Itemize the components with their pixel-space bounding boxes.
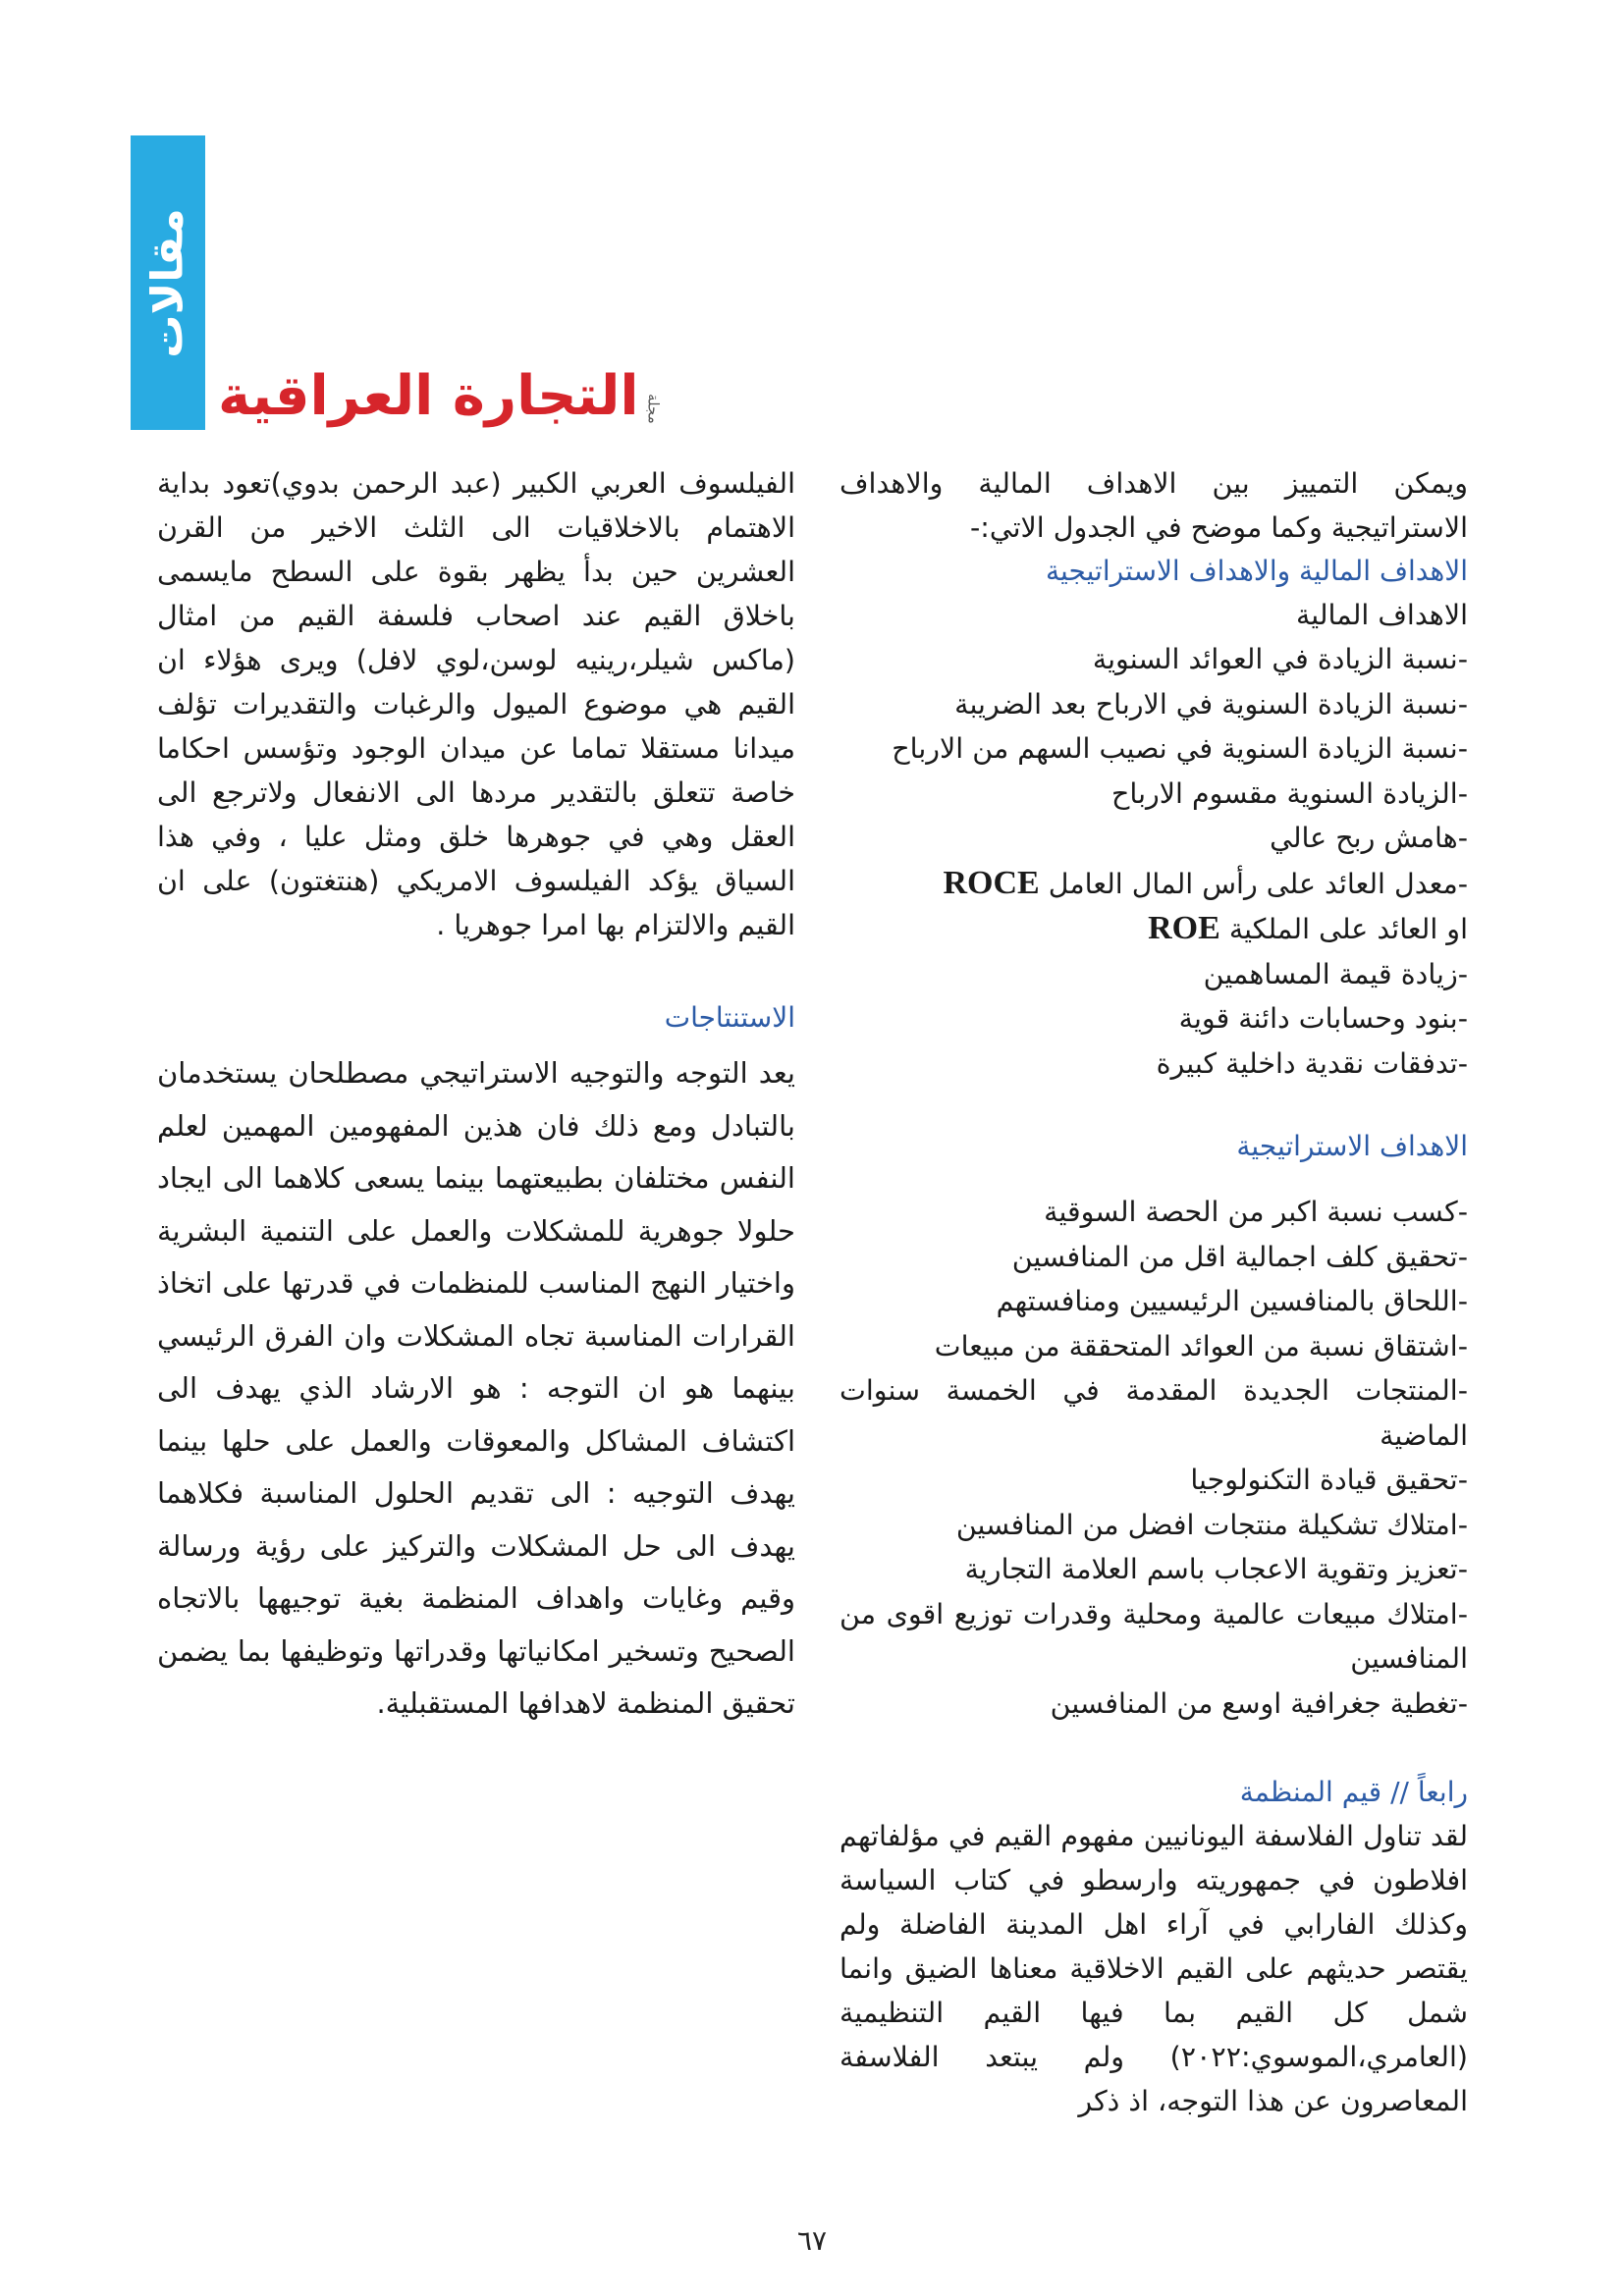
intro-paragraph: ويمكن التمييز بين الاهداف المالية والاهداف الاستراتيجية وكما موضح في الجدول الاتي:- [839, 467, 1468, 544]
right-column [839, 461, 1468, 2123]
list-item: -بنود وحسابات دائنة قوية [1178, 1002, 1468, 1035]
financial-goals-list [839, 637, 1468, 1086]
list-item: -تعزيز وتقوية الاعجاب باسم العلامة التجارية [964, 1553, 1468, 1585]
list-item: -زيادة قيمة المساهمين [1203, 957, 1468, 990]
list-item-roe [839, 906, 1468, 952]
list-item: -تحقيق قيادة التكنولوجيا [1190, 1464, 1468, 1496]
left-column [157, 461, 795, 1731]
roe-label: او العائد على الملكية [1228, 913, 1468, 945]
roce-abbreviation: ROCE [943, 864, 1040, 901]
strategic-goals-heading: الاهداف الاستراتيجية [1236, 1130, 1468, 1162]
list-item: -نسبة الزيادة في العوائد السنوية [1092, 643, 1468, 675]
philosophy-paragraph: الفيلسوف العربي الكبير (عبد الرحمن بدوي)تعود بداية الاهتمام بالاخلاقيات الى الثلث الاخير من القرن العشرين حين بدأ يظهر بقوة على السطح مايسمى باخلاق القيم عند اصحاب فلسفة القيم من امثال (ماكس شيلر،رينيه لوسن،لوي لافل) ويرى هؤلاء ان القيم هي موضوع الميول والرغبات والتقديرات تؤلف ميدانا مستقلا تماما عن ميدان الوجود وتؤسس احكاما خاصة تتعلق بالتقدير مردها الى الانفعال ولاترجع الى العقل وهي في جوهرها خلق ومثل عليا ، وفي هذا السياق يؤكد الفيلسوف الامريكي (هنتغتون) على ان القيم والالتزام بها امرا جوهريا . [157, 467, 795, 941]
magazine-logo-small: مجلة [644, 394, 663, 424]
list-item: -الزيادة السنوية مقسوم الارباح [1110, 776, 1468, 810]
organization-values-heading: رابعاً // قيم المنظمة [1239, 1776, 1468, 1808]
financial-goals-title: الاهداف المالية [1295, 599, 1468, 631]
list-item: -اشتقاق نسبة من العوائد المتحققة من مبيعات [934, 1329, 1468, 1362]
list-item: -هامش ربح عالي [1270, 822, 1468, 854]
section-tab-label: مقالات [142, 207, 193, 358]
conclusions-paragraph: يعد التوجه والتوجيه الاستراتيجي مصطلحان يستخدمان بالتبادل ومع ذلك فان هذين المفهومين المهمين لعلم النفس مختلفان بطبيعتهما بينما يسعى كلاهما الى ايجاد حلولا جوهرية للمشكلات والعمل على التنمية البشرية واختيار النهج المناسب للمنظمات في قدرتها على اتخاذ القرارات المناسبة تجاه المشكلات وان الفرق الرئيسي بينهما هو ان التوجه : هو الارشاد الذي يهدف الى اكتشاف المشاكل والمعوقات والعمل على حلها بينما يهدف التوجيه : الى تقديم الحلول المناسبة فكلاهما يهدف الى حل المشكلات والتركيز على رؤية ورسالة وقيم وغايات واهداف المنظمة بغية توجيهها بالاتجاه الصحيح وتسخير امكانياتها وقدراتها وتوظيفها بما يضمن تحقيق المنظمة لاهدافها المستقبلية. [157, 1056, 795, 1720]
list-item: -نسبة الزيادة السنوية في نصيب السهم من الارباح [892, 732, 1468, 765]
conclusions-heading: الاستنتاجات [664, 1001, 795, 1034]
list-item: -تدفقات نقدية داخلية كبيرة [1156, 1046, 1468, 1080]
list-item: -تحقيق كلف اجمالية اقل من المنافسين [1011, 1240, 1468, 1273]
list-item: -امتلاك تشكيلة منتجات افضل من المنافسين [955, 1508, 1468, 1541]
list-item: -اللحاق بالمنافسين الرئيسيين ومنافستهم [996, 1285, 1468, 1317]
list-item: -امتلاك مبيعات عالمية ومحلية وقدرات توزيع اقوى من المنافسين [839, 1597, 1468, 1675]
roce-label: -معدل العائد على رأس المال العامل [1048, 867, 1468, 900]
magazine-logo-title: التجارة العراقية [218, 364, 639, 428]
section-tab [131, 135, 205, 430]
list-item: -تغطية جغرافية اوسع من المنافسين [1050, 1686, 1468, 1720]
magazine-logo [218, 346, 663, 428]
strategic-goals-list [839, 1190, 1468, 1726]
list-item: -نسبة الزيادة السنوية في الارباح بعد الضريبة [954, 687, 1468, 721]
page-number: ٦٧ [796, 2224, 828, 2257]
organization-values-paragraph: لقد تناول الفلاسفة اليونانيين مفهوم القيم في مؤلفاتهم افلاطون في جمهوريته وارسطو في كتاب السياسة وكذلك الفارابي في آراء اهل المدينة الفاضلة ولم يقتصر حديثهم على القيم الاخلاقية معناها الضيق وانما شمل كل القيم بما فيها القيم التنظيمية (العامري،الموسوي:٢٠٢٢) ولم يبتعد الفلاسفة المعاصرون عن هذا التوجه، اذ ذكر [839, 1820, 1468, 2117]
list-item: -المنتجات الجديدة المقدمة في الخمسة سنوات الماضية [839, 1374, 1468, 1452]
table-heading: الاهداف المالية والاهداف الاستراتيجية [1046, 555, 1468, 587]
roe-abbreviation: ROE [1148, 910, 1220, 946]
list-item-roce [839, 861, 1468, 907]
list-item: -كسب نسبة اكبر من الحصة السوقية [1044, 1196, 1468, 1228]
